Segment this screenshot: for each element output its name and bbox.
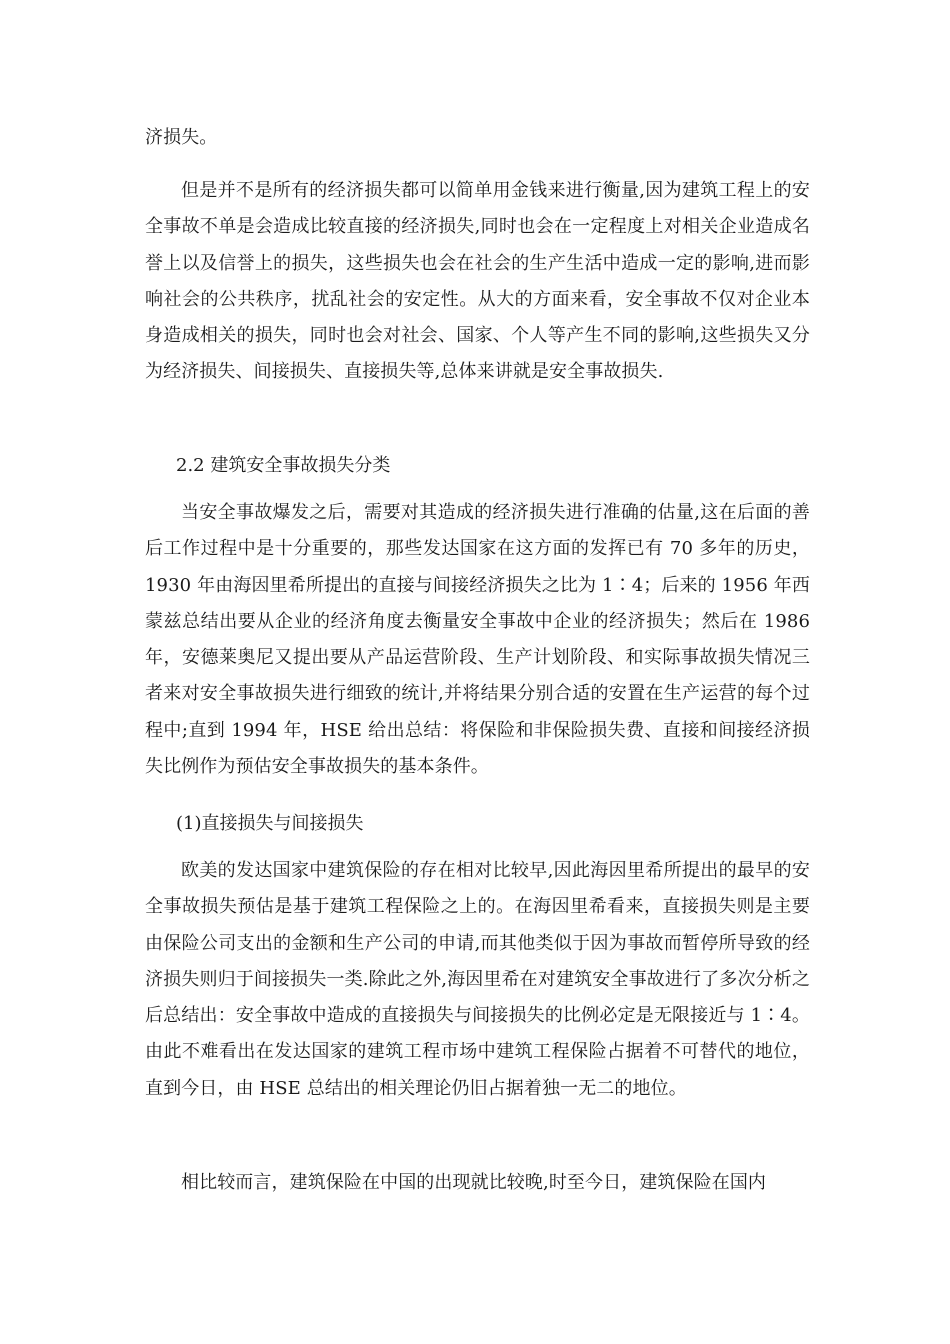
paragraph-continuation: 济损失。 [145, 127, 218, 148]
paragraph-economic-loss: 但是并不是所有的经济损失都可以简单用金钱来进行衡量,因为建筑工程上的安全事故不单是会造成比较直接的经济损失,同时也会在一定程度上对相关企业造成名誉上以及信誉上的损失，这些损失也会在社会的生产生活中造成一定的影响,进而影响社会的公共秩序，扰乱社会的安定性。从大的方面来看，安全事故不仅对企业本身造成相关的损失，同时也会对社会、国家、个人等产生不同的影响,这些损失又分为经济损失、间接损失、直接损失等,总体来讲就是安全事故损失. [145, 180, 810, 383]
paragraph-china-insurance: 相比较而言，建筑保险在中国的出现就比较晚,时至今日，建筑保险在国内 [181, 1172, 767, 1193]
paragraph-heinrich-theory: 欧美的发达国家中建筑保险的存在相对比较早,因此海因里希所提出的最早的安全事故损失预估是基于建筑工程保险之上的。在海因里希看来，直接损失则是主要由保险公司支出的金额和生产公司的申请,而其他类似于因为事故而暂停所导致的经济损失则归于间接损失一类.除此之外,海因里希在对建筑安全事故进行了多次分析之后总结出：安全事故中造成的直接损失与间接损失的比例必定是无限接近与 1∶4。由此不难看出在发达国家的建筑工程市场中建筑工程保险占据着不可替代的地位，直到今日，由 HSE 总结出的相关理论仍旧占据着独一无二的地位。 [145, 860, 810, 1099]
paragraph-loss-estimation-history: 当安全事故爆发之后，需要对其造成的经济损失进行准确的估量,这在后面的善后工作过程中是十分重要的，那些发达国家在这方面的发挥已有 70 多年的历史，1930 年由海因里希所提出的直接与间接经济损失之比为 1∶4；后来的 1956 年西蒙兹总结出要从企业的经济角度去衡量安全事故中企业的经济损失；然后在 1986 年，安德莱奥尼又提出要从产品运营阶段、生产计划阶段、和实际事故损失情况三者来对安全事故损失进行细致的统计,并将结果分别合适的安置在生产运营的每个过程中;直到 1994 年，HSE 给出总结：将保险和非保险损失费、直接和间接经济损失比例作为预估安全事故损失的基本条件。 [145, 502, 810, 778]
section-heading-2-2: 2.2 建筑安全事故损失分类 [176, 455, 391, 476]
subsection-heading-direct-indirect: (1)直接损失与间接损失 [176, 813, 364, 834]
